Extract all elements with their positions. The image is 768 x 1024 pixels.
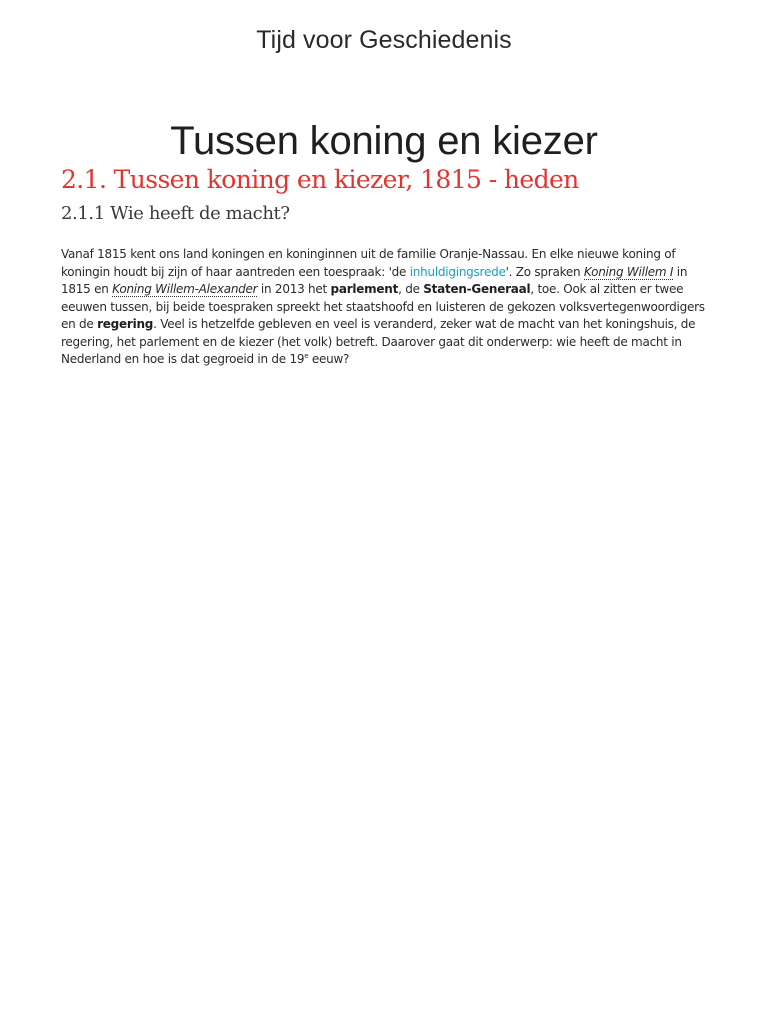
- intro-paragraph: [61, 246, 711, 369]
- paragraph-text: Vanaf 1815 kent ons land koningen en koninginnen uit de familie Oranje-Nassau. En elke nieuwe koning of koningin houdt bij zijn of haar aantreden een toespraak: 'de: [61, 247, 676, 279]
- paragraph-text: eeuw?: [308, 352, 350, 366]
- paragraph-text: , de: [398, 282, 424, 296]
- chapter-title: Tussen koning en kiezer: [170, 119, 598, 163]
- book-title: Tijd voor Geschiedenis: [256, 26, 512, 54]
- staten-generaal-keyword: Staten-Generaal: [423, 282, 531, 296]
- paragraph-text: in 1815 en: [61, 264, 688, 296]
- paragraph-text: , toe. Ook al zitten er twee eeuwen tussen, bij beide toespraken spreekt het staatshoofd en luisteren de gekozen volksvertegenwoordigers en de: [61, 282, 705, 331]
- inhuldigingsrede-link[interactable]: inhuldigingsrede: [409, 264, 506, 279]
- subsection-title: 2.1.1 Wie heeft de macht?: [61, 203, 290, 224]
- paragraph-text: . Veel is hetzelfde gebleven en veel is veranderd, zeker wat de macht van het koningshuis, de regering, het parlement en de kiezer (het volk) betreft. Daarover gaat dit onderwerp: wie heeft de macht in Nederland en hoe is dat gegroeid in de 19: [61, 317, 696, 366]
- regering-keyword: regering: [97, 317, 154, 331]
- paragraph-text: '. Zo spraken: [505, 264, 584, 279]
- paragraph-text: in 2013 het: [257, 282, 331, 296]
- superscript-e: e: [304, 352, 309, 360]
- section-title: 2.1. Tussen koning en kiezer, 1815 - heden: [61, 165, 579, 194]
- parlement-keyword: parlement: [330, 282, 399, 296]
- koning-willem-alexander-term[interactable]: Koning Willem-Alexander: [112, 282, 258, 296]
- koning-willem-i-term[interactable]: Koning Willem I: [583, 264, 674, 279]
